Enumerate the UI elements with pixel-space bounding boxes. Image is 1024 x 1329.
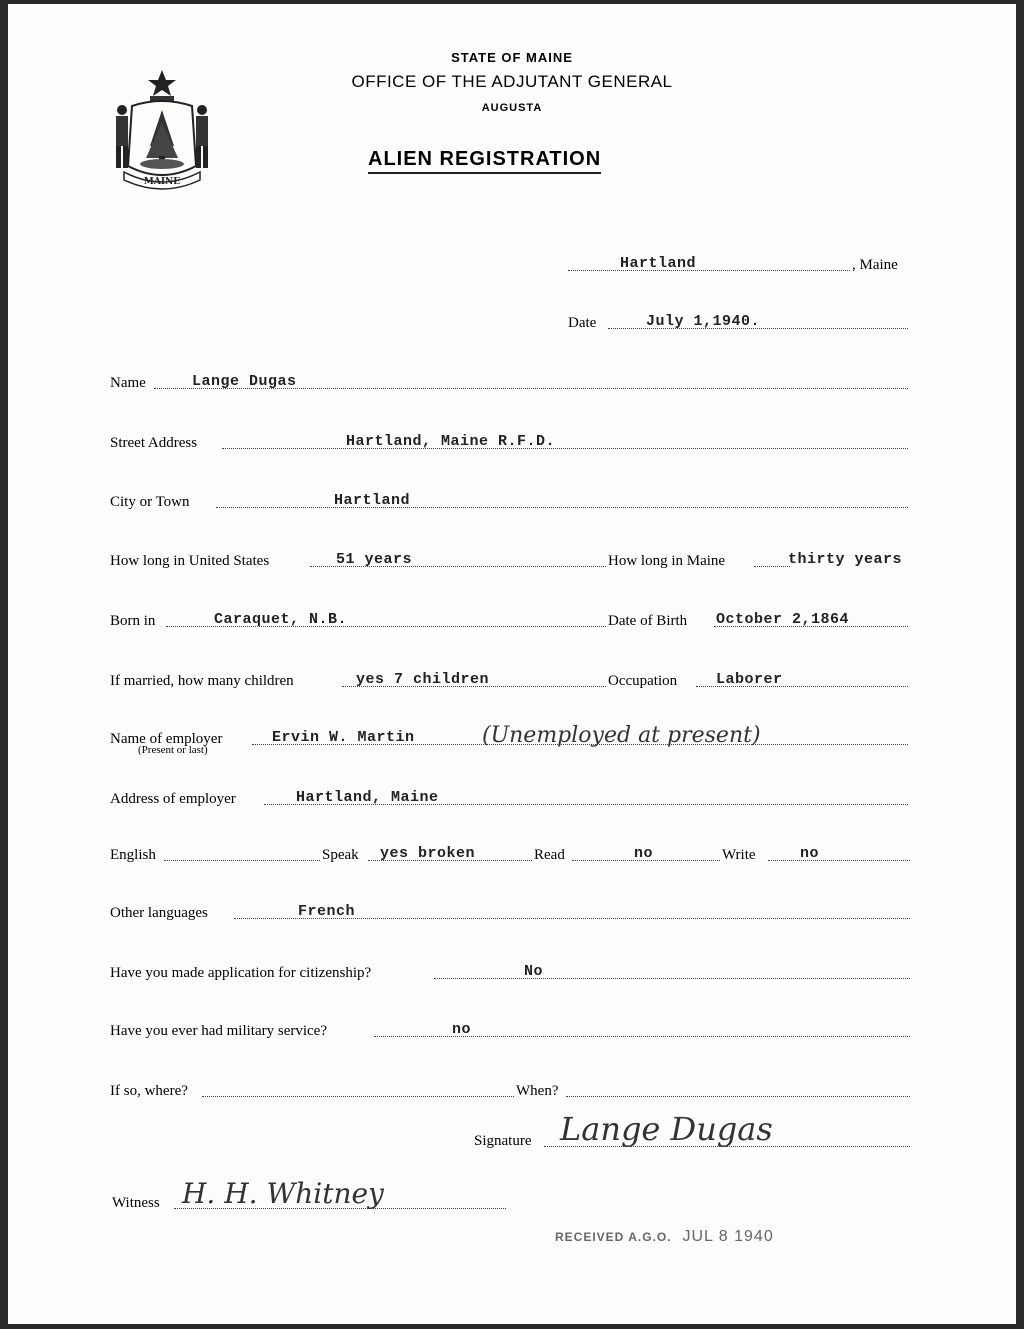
received-stamp (555, 1228, 774, 1246)
where-when-row (110, 1076, 910, 1100)
name-value: Lange Dugas (192, 373, 297, 390)
signature-row (474, 1110, 910, 1150)
street-label: Street Address (110, 435, 198, 451)
city-value: Hartland (334, 492, 411, 509)
write-label: Write (722, 847, 756, 863)
stamp-received: RECEIVED A.G.O. (555, 1230, 672, 1244)
military-row (110, 1016, 910, 1040)
children-row (110, 666, 908, 690)
read-label: Read (534, 847, 565, 863)
born-label: Born in (110, 613, 156, 629)
citizenship-value: No (524, 963, 544, 980)
place-row (568, 250, 908, 274)
residence-row (110, 546, 932, 570)
us-value: 51 years (336, 551, 413, 568)
witness-label: Witness (112, 1195, 160, 1211)
employer-sublabel: (Present or last) (138, 744, 208, 756)
seal-motto: MAINE (143, 177, 181, 187)
military-label: Have you ever had military service? (110, 1023, 327, 1039)
city-heading: AUGUSTA (481, 102, 543, 114)
signature-value: Lange Dugas (560, 1110, 773, 1148)
born-value: Caraquet, N.B. (214, 611, 348, 628)
street-row (110, 428, 908, 452)
english-row (110, 840, 910, 864)
street-value: Hartland, Maine R.F.D. (346, 433, 556, 450)
maine-seal-icon (110, 66, 214, 190)
name-label: Name (110, 375, 146, 391)
occupation-value: Laborer (716, 671, 783, 688)
speak-label: Speak (322, 847, 359, 863)
dob-value: October 2,1864 (716, 611, 850, 628)
other-lang-label: Other languages (110, 905, 208, 921)
city-row (110, 487, 908, 511)
emp-address-value: Hartland, Maine (296, 789, 439, 806)
witness-row (112, 1177, 506, 1212)
maine-label: How long in Maine (608, 553, 726, 569)
children-label: If married, how many children (110, 673, 294, 689)
read-value: no (634, 845, 654, 862)
other-lang-row (110, 898, 910, 922)
english-label: English (110, 847, 156, 863)
state-heading: STATE OF MAINE (451, 50, 573, 65)
other-lang-value: French (298, 903, 356, 920)
employer-label: Name of employer (110, 731, 223, 747)
occupation-label: Occupation (608, 673, 678, 689)
maine-value: thirty years (788, 551, 903, 568)
date-row (568, 308, 908, 332)
citizenship-label: Have you made application for citizenship? (110, 965, 372, 981)
when-label: When? (516, 1083, 559, 1099)
date-label: Date (568, 315, 597, 331)
dob-label: Date of Birth (608, 613, 688, 629)
witness-value: H. H. Whitney (182, 1177, 384, 1210)
employer-row (110, 724, 908, 748)
children-value: yes 7 children (356, 671, 490, 688)
date-value: July 1,1940. (646, 313, 761, 330)
employer-value: Ervin W. Martin (272, 729, 415, 746)
stamp-date: JUL 8 1940 (682, 1228, 774, 1245)
employer-note: (Unemployed at present) (482, 723, 761, 748)
military-value: no (452, 1021, 472, 1038)
name-row (110, 368, 908, 392)
place-value: Hartland (620, 255, 697, 272)
place-suffix: , Maine (852, 257, 898, 273)
city-label: City or Town (110, 494, 190, 510)
speak-value: yes broken (380, 845, 476, 862)
office-heading: OFFICE OF THE ADJUTANT GENERAL (351, 72, 673, 91)
where-label: If so, where? (110, 1083, 188, 1099)
signature-label: Signature (474, 1133, 532, 1149)
emp-address-row (110, 784, 908, 808)
birth-row (110, 606, 908, 630)
write-value: no (800, 845, 820, 862)
emp-address-label: Address of employer (110, 791, 236, 807)
us-label: How long in United States (110, 553, 270, 569)
form-title: ALIEN REGISTRATION (368, 148, 601, 174)
citizenship-row (110, 958, 910, 982)
